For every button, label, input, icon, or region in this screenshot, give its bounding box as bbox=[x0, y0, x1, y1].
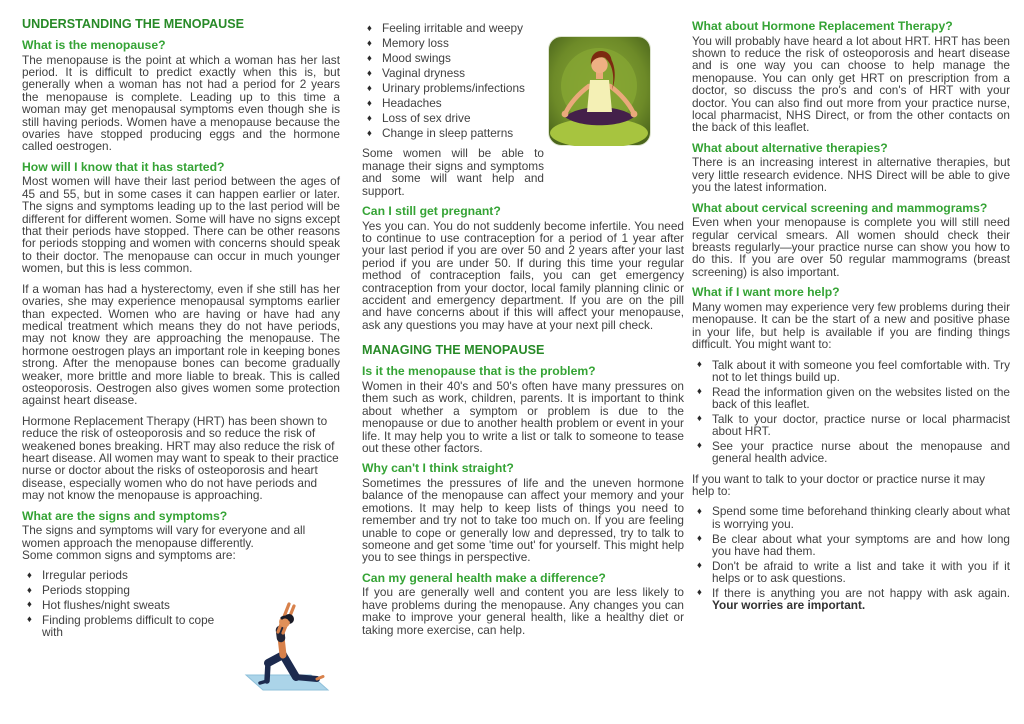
diamond-bullet-icon: ♦ bbox=[697, 440, 702, 452]
diamond-bullet-icon: ♦ bbox=[367, 127, 372, 139]
paragraph-pressures: Women in their 40's and 50's often have many pressures on them such as work, children, parents. It is important to think about whether a symptom or problem is due to the menopause or due to another health problem or event in your life. It may help you to write a list or talk to someone to tease out these other factors. bbox=[362, 378, 684, 455]
list-item-text: If there is anything you are not happy with ask again. bbox=[712, 585, 1010, 600]
list-item bbox=[692, 587, 1010, 612]
heading-how-will-i-know: How will I know that it has started? bbox=[22, 159, 225, 174]
heading-alternative-therapies: What about alternative therapies? bbox=[692, 140, 888, 155]
list-item-text: Spend some time beforehand thinking clearly about what is worrying you. bbox=[712, 504, 1010, 531]
list-item bbox=[692, 533, 1010, 558]
list-item bbox=[362, 97, 544, 109]
meditation-illustration bbox=[548, 36, 651, 151]
list-item-text: Talk to your doctor, practice nurse or local pharmacist about HRT. bbox=[712, 411, 1010, 439]
yoga-lunge-illustration bbox=[233, 591, 335, 704]
list-item-text: Loss of sex drive bbox=[382, 111, 471, 125]
paragraph-what-is-menopause: The menopause is the point at which a woman has her last period. It is difficult to predict exactly when this is, but generally when a woman has not had a period for 2 years the menopause is complete. Leading up to this time a woman may get menopausal symptoms even though she is still having periods. Women have a menopause because the ovaries have stopped producing eggs and the hormone called oestrogen. bbox=[22, 52, 340, 154]
paragraph-about-hrt: You will probably have heard a lot about HRT. HRT has been shown to reduce the risk of osteoporosis and heart disease and is one way you can choose to help manage the menopause. You can only get HRT on prescription from a doctor, so discuss the pro's and con's of HRT with your doctor. You can also find out more from your practice nurse, local pharmacist, NHS Direct, or from the other contacts on the back of this leaflet. bbox=[692, 33, 1010, 135]
diamond-bullet-icon: ♦ bbox=[367, 82, 372, 94]
paragraph-manage-signs: Some women will be able to manage their signs and symptoms and some will want help and support. bbox=[362, 146, 544, 198]
list-item bbox=[692, 386, 1010, 411]
diamond-bullet-icon: ♦ bbox=[697, 386, 702, 398]
list-item-text: Headaches bbox=[382, 96, 442, 110]
list-item bbox=[692, 560, 1010, 585]
list-item bbox=[362, 37, 544, 49]
diamond-bullet-icon: ♦ bbox=[27, 614, 32, 626]
paragraph-hysterectomy: If a woman has had a hysterectomy, even if she still has her ovaries, she may experience menopausal symptoms earlier than expected. Women who are having or have had any medical treatment which means they do not have periods, may not know they are approaching the menopause. The hormone oestrogen plays an important role in keeping bones strong. After the menopause bones can become gradually weaker, more brittle and more liable to break. This is called osteoporosis. Oestrogen also gives women some protection against heart disease. bbox=[22, 281, 340, 408]
diamond-bullet-icon: ♦ bbox=[697, 359, 702, 370]
diamond-bullet-icon: ♦ bbox=[697, 533, 702, 545]
list-item-text: Be clear about what your symptoms are and how long you have had them. bbox=[712, 531, 1010, 558]
list-item bbox=[362, 67, 544, 79]
diamond-bullet-icon: ♦ bbox=[367, 112, 372, 124]
help-options-list bbox=[692, 359, 1010, 465]
symptom-list-left bbox=[22, 569, 227, 638]
list-item bbox=[692, 440, 1010, 465]
paragraph-talk-to-doctor: If you want to talk to your doctor or practice nurse it may help to: bbox=[692, 471, 986, 499]
list-item-text: Urinary problems/infections bbox=[382, 81, 525, 95]
list-item bbox=[692, 359, 1010, 384]
diamond-bullet-icon: ♦ bbox=[697, 505, 702, 517]
heading-more-help: What if I want more help? bbox=[692, 285, 840, 300]
list-item bbox=[22, 614, 227, 639]
list-item bbox=[692, 505, 1010, 530]
list-item-text: See your practice nurse about the menopause and general health advice. bbox=[712, 438, 1010, 466]
list-item bbox=[22, 569, 227, 581]
heading-think-straight: Why can't I think straight? bbox=[362, 461, 514, 476]
middle-panel bbox=[362, 14, 684, 716]
heading-cervical-screening: What about cervical screening and mammograms? bbox=[692, 200, 988, 215]
heading-still-get-pregnant: Can I still get pregnant? bbox=[362, 204, 501, 219]
list-item bbox=[22, 584, 227, 596]
symptom-list-middle bbox=[362, 22, 544, 139]
paragraph-alternative-therapies: There is an increasing interest in alternative therapies, but very little research evidence. NHS Direct will be able to give you the latest information. bbox=[692, 155, 1010, 195]
diamond-bullet-icon: ♦ bbox=[27, 569, 32, 581]
list-item bbox=[362, 22, 544, 34]
diamond-bullet-icon: ♦ bbox=[27, 584, 32, 596]
paragraph-common-signs-intro: Some common signs and symptoms are: bbox=[22, 548, 236, 562]
paragraph-hrt-osteoporosis: Hormone Replacement Therapy (HRT) has been shown to reduce the risk of osteoporosis and so reduce the risk of weakened bones breaking. HRT may also reduce the risk of heart disease. All women may want to speak to their practice nurse or doctor about the risks of osteoporosis and heart disease, especially women who do not have periods and may not know the menopause is approaching. bbox=[22, 413, 339, 503]
heading-is-it-the-menopause: Is it the menopause that is the problem? bbox=[362, 364, 596, 379]
section-title-managing: MANAGING THE MENOPAUSE bbox=[362, 343, 545, 358]
list-item-text: Memory loss bbox=[382, 36, 449, 50]
diamond-bullet-icon: ♦ bbox=[27, 599, 32, 611]
list-item bbox=[362, 82, 544, 94]
paragraph-pregnancy: Yes you can. You do not suddenly become infertile. You need to continue to use contraception for a period of 1 year after your last period if you are over 50 and 2 years after your last period if you are under 50. If during this time your regular method of contraception fails, you can get emergency contraception from your doctor, local family planning clinic or accident and emergency department. If you are on the pill and have concerns about if this will affect your menopause, ask any questions you may have at your next pill check. bbox=[362, 218, 684, 332]
paragraph-more-help: Many women may experience very few problems during their menopause. It can be the start of a new and positive phase in your life, but help is available if you are finding things difficult. You might want to: bbox=[692, 299, 1010, 352]
list-item-text: Periods stopping bbox=[42, 583, 130, 598]
list-item-text: Mood swings bbox=[382, 51, 451, 65]
diamond-bullet-icon: ♦ bbox=[367, 22, 372, 34]
paragraph-cervical-screening: Even when your menopause is complete you will still need regular cervical smears. All women should check their breasts regularly—your practice nurse can show you how to do this. If you are over 50 regular mammograms (breast screening) is also important. bbox=[692, 215, 1010, 279]
doctor-prep-list bbox=[692, 505, 1010, 611]
diamond-bullet-icon: ♦ bbox=[697, 413, 702, 425]
paragraph-signs-vary: The signs and symptoms will vary for everyone and all women approach the menopause differently. bbox=[22, 523, 306, 550]
diamond-bullet-icon: ♦ bbox=[367, 97, 372, 109]
list-item-text: Vaginal dryness bbox=[382, 66, 466, 80]
list-item-text: Don't be afraid to write a list and take it with you if it helps or to ask questions. bbox=[712, 558, 1010, 586]
list-item bbox=[692, 413, 1010, 438]
diamond-bullet-icon: ♦ bbox=[367, 37, 372, 49]
list-item bbox=[362, 127, 544, 139]
diamond-bullet-icon: ♦ bbox=[697, 587, 702, 599]
list-item-text: Finding problems difficult to cope with bbox=[42, 612, 215, 639]
diamond-bullet-icon: ♦ bbox=[367, 52, 372, 64]
section-title-understanding: UNDERSTANDING THE MENOPAUSE bbox=[22, 17, 245, 31]
heading-signs-symptoms: What are the signs and symptoms? bbox=[22, 508, 228, 523]
list-item-text: Irregular periods bbox=[42, 568, 128, 583]
list-item bbox=[362, 112, 544, 124]
left-panel bbox=[22, 14, 340, 716]
list-item bbox=[362, 52, 544, 64]
list-item-text: Change in sleep patterns bbox=[382, 126, 514, 140]
paragraph-how-will-i-know: Most women will have their last period between the ages of 45 and 55, but in some cases it can happen earlier or later. The signs and symptoms leading up to the last period will be different for different women. Some will have no signs except that their periods have stopped. There can be other reasons for periods stopping and women with concerns should speak to their doctor. The menopause can occur in much younger women, but this is less common. bbox=[22, 174, 340, 276]
heading-about-hrt: What about Hormone Replacement Therapy? bbox=[692, 19, 953, 33]
diamond-bullet-icon: ♦ bbox=[697, 560, 702, 572]
list-item-text: Talk about it with someone you feel comfortable with. Try not to let things build up. bbox=[712, 357, 1010, 384]
heading-what-is-menopause: What is the menopause? bbox=[22, 38, 166, 52]
paragraph-memory: Sometimes the pressures of life and the uneven hormone balance of the menopause can affect your memory and your emotions. It may help to keep lists of things you need to remember and try not to take too much on. If you are feeling unable to cope or generally low and depressed, try to talk to someone and get some 'time out' for yourself. This might help you to see things in perspective. bbox=[362, 475, 684, 565]
list-item-text: Feeling irritable and weepy bbox=[382, 21, 523, 35]
paragraph-general-health: If you are generally well and content you are less likely to have problems during the menopause. Any changes you can make to improve your general health, like a healthy diet or taking more exercise, can help. bbox=[362, 585, 684, 637]
list-item-bold-text: Your worries are important. bbox=[712, 598, 866, 613]
list-item bbox=[22, 599, 227, 611]
right-panel bbox=[692, 14, 1010, 716]
diamond-bullet-icon: ♦ bbox=[367, 67, 372, 79]
list-item-text: Hot flushes/night sweats bbox=[42, 597, 170, 612]
heading-general-health: Can my general health make a difference? bbox=[362, 570, 606, 585]
list-item-text: Read the information given on the websites listed on the back of this leaflet. bbox=[712, 384, 1010, 412]
